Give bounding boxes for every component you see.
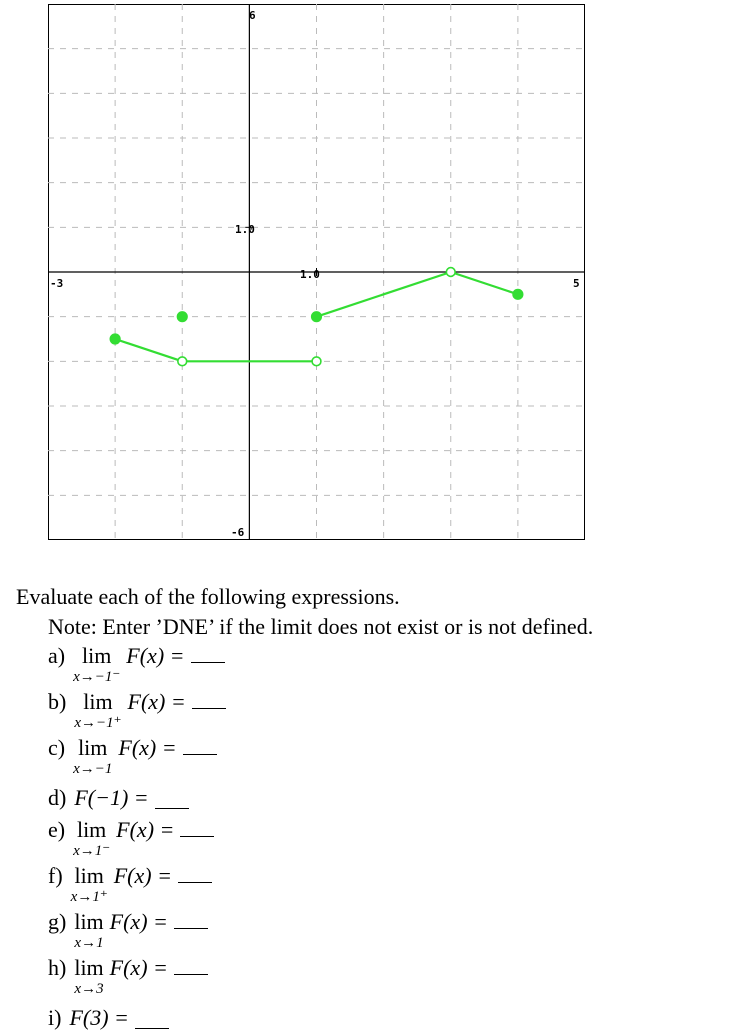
answer-blank[interactable] bbox=[135, 1008, 169, 1029]
expression: F(x) = bbox=[116, 817, 175, 842]
limit-operator bbox=[73, 642, 120, 684]
function-graph bbox=[48, 4, 585, 541]
expression: F(x) = bbox=[118, 735, 177, 760]
limit-subscript: x→1⁺ bbox=[70, 889, 108, 905]
answer-blank[interactable] bbox=[183, 734, 217, 755]
answer-blank[interactable] bbox=[180, 816, 214, 837]
lim-text: lim bbox=[82, 643, 112, 668]
limit-subscript: x→−1⁻ bbox=[73, 669, 121, 685]
y-unit-label: 1.0 bbox=[235, 223, 255, 236]
limit-operator bbox=[73, 816, 110, 858]
limit-subscript: x→3 bbox=[74, 981, 104, 997]
note: Note: Enter ’DNE’ if the limit does not exist or is not defined. bbox=[48, 614, 594, 639]
question-label: f) bbox=[48, 863, 63, 888]
y-max-label: 6 bbox=[249, 9, 256, 22]
question-item bbox=[48, 642, 736, 688]
lim-text: lim bbox=[74, 955, 104, 980]
question-item bbox=[48, 1000, 736, 1036]
expression: F(x) = bbox=[109, 909, 168, 934]
question-item bbox=[48, 954, 736, 1000]
closed-point bbox=[177, 312, 187, 322]
answer-blank[interactable] bbox=[192, 688, 226, 709]
limit-subscript: x→−1⁺ bbox=[74, 715, 122, 731]
limit-operator bbox=[71, 862, 108, 904]
question-list bbox=[16, 642, 736, 1036]
closed-point bbox=[312, 312, 322, 322]
question-label: g) bbox=[48, 909, 67, 934]
expression: F(3) = bbox=[69, 1005, 129, 1030]
answer-blank[interactable] bbox=[178, 862, 212, 883]
lim-text: lim bbox=[76, 817, 107, 842]
lim-text: lim bbox=[78, 735, 108, 760]
x-unit-label: 1.0 bbox=[300, 268, 320, 281]
answer-blank[interactable] bbox=[155, 788, 189, 809]
expression: F(x) = bbox=[127, 689, 186, 714]
x-min-label: -3 bbox=[50, 277, 64, 290]
limit-operator bbox=[74, 688, 121, 730]
question-item bbox=[48, 862, 736, 908]
limit-operator bbox=[73, 734, 112, 776]
instructions: Evaluate each of the following expressions. bbox=[16, 584, 400, 609]
question-item bbox=[48, 688, 736, 734]
lim-text: lim bbox=[83, 689, 113, 714]
expression: F(−1) = bbox=[74, 785, 149, 810]
question-item bbox=[48, 734, 736, 780]
expression: F(x) = bbox=[113, 863, 172, 888]
question-label: e) bbox=[48, 817, 66, 842]
closed-point bbox=[513, 290, 523, 300]
limit-operator bbox=[74, 954, 103, 996]
expression: F(x) = bbox=[109, 955, 168, 980]
question-item bbox=[48, 816, 736, 862]
question-item bbox=[48, 908, 736, 954]
question-label: h) bbox=[48, 955, 67, 980]
x-max-label: 5 bbox=[573, 277, 580, 290]
limit-subscript: x→1⁻ bbox=[73, 843, 111, 859]
closed-point bbox=[110, 334, 120, 344]
questions-area bbox=[16, 582, 736, 1036]
answer-blank[interactable] bbox=[174, 954, 208, 975]
question-label: b) bbox=[48, 689, 67, 714]
open-point bbox=[312, 357, 321, 366]
question-label: d) bbox=[48, 785, 67, 810]
question-label: a) bbox=[48, 643, 66, 668]
lim-text: lim bbox=[74, 909, 104, 934]
question-label: c) bbox=[48, 735, 66, 760]
open-point bbox=[446, 268, 455, 277]
answer-blank[interactable] bbox=[174, 908, 208, 929]
lim-text: lim bbox=[74, 863, 104, 888]
limit-subscript: x→−1 bbox=[73, 761, 113, 777]
answer-blank[interactable] bbox=[191, 642, 225, 663]
y-min-label: -6 bbox=[231, 526, 245, 539]
open-point bbox=[178, 357, 187, 366]
limit-subscript: x→1 bbox=[74, 935, 104, 951]
expression: F(x) = bbox=[126, 643, 185, 668]
limit-operator bbox=[74, 908, 103, 950]
question-item bbox=[48, 780, 736, 816]
question-label: i) bbox=[48, 1005, 62, 1030]
